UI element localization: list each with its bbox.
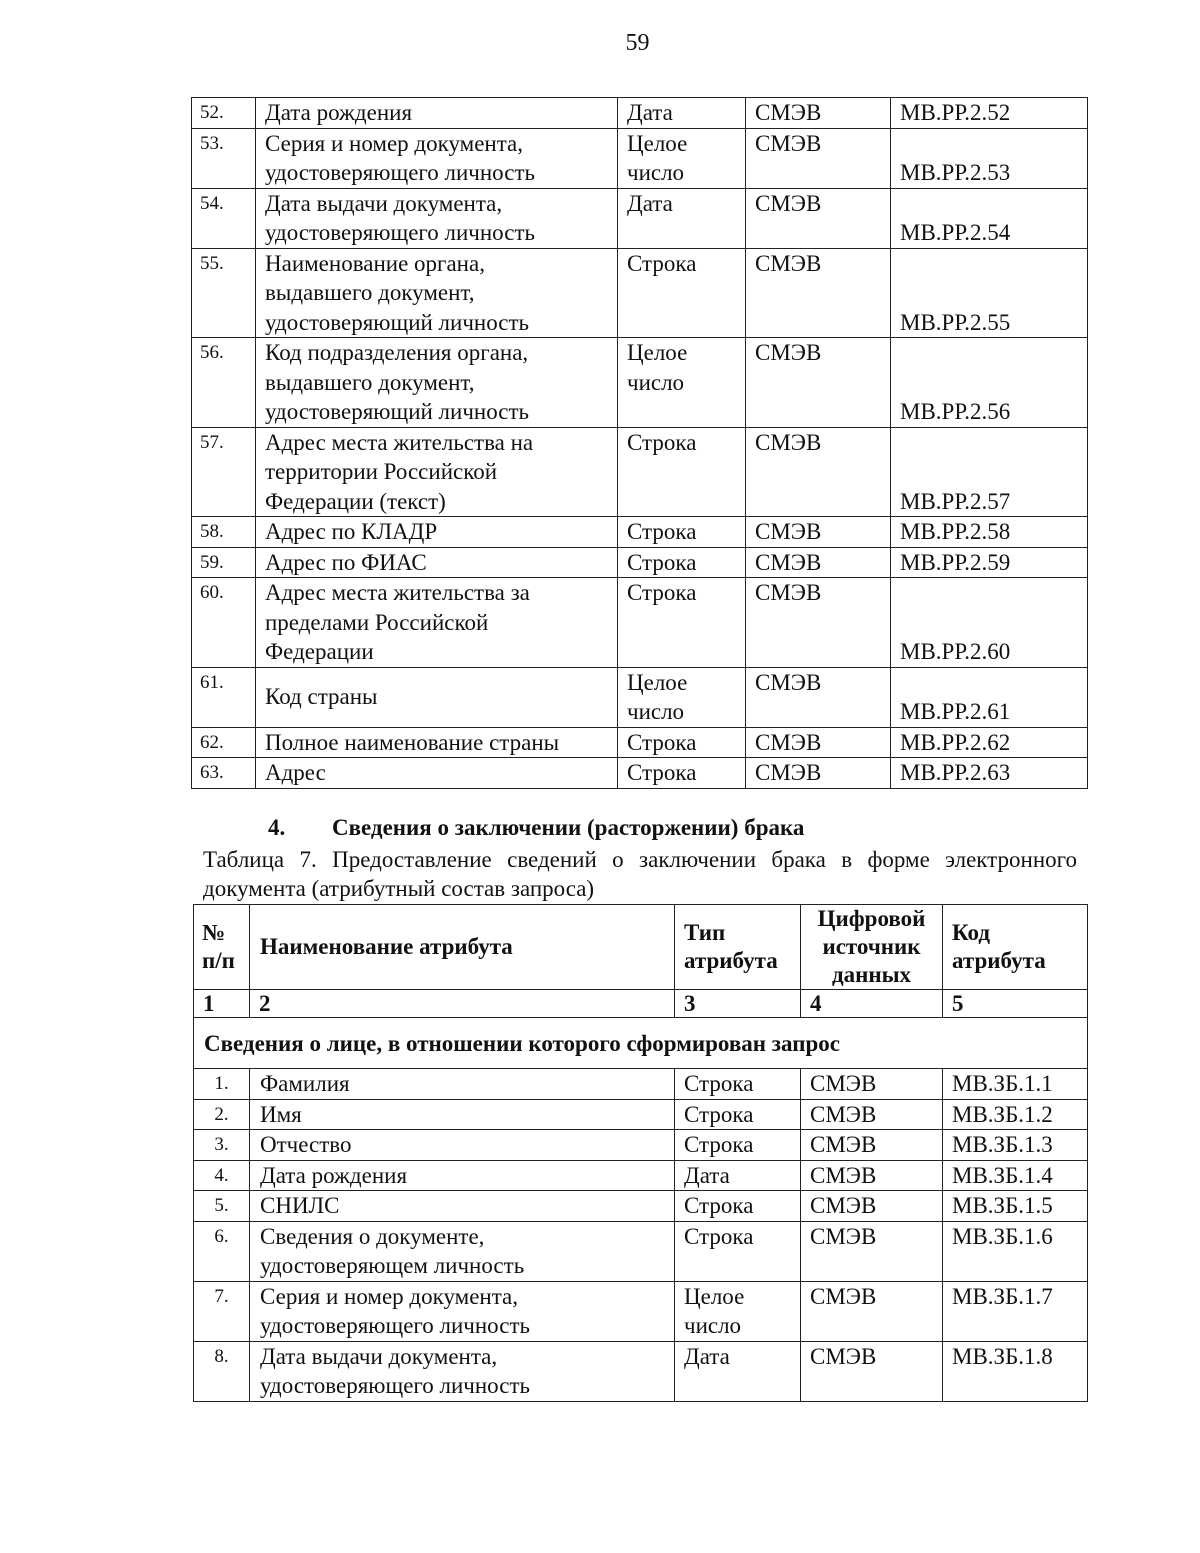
attribute-code: МВ.РР.2.55 xyxy=(891,248,1088,338)
cell-line: данных xyxy=(831,962,912,987)
cell-line: пределами Российской xyxy=(265,609,489,635)
data-source: СМЭВ xyxy=(801,1221,943,1281)
data-source: СМЭВ xyxy=(746,128,891,188)
attribute-type xyxy=(675,1130,801,1161)
cell-line: Код подразделения органа, xyxy=(265,340,529,365)
cell-line: число xyxy=(627,699,685,724)
cell-line: Фамилия xyxy=(260,1071,350,1096)
table-row xyxy=(194,1281,1088,1341)
attribute-name xyxy=(256,517,618,548)
cell-line: выдавшего документ, xyxy=(265,369,475,395)
cell-line: Строка xyxy=(684,1132,754,1157)
cell-line: удостоверяющий личность xyxy=(265,399,530,424)
table-row xyxy=(194,1191,1088,1222)
section-title: Сведения о заключении (расторжении) брака xyxy=(332,815,805,840)
cell-line: удостоверяющем личность xyxy=(260,1253,525,1278)
cell-line: атрибута xyxy=(684,948,778,973)
cell-line: СНИЛС xyxy=(260,1193,340,1218)
attribute-type xyxy=(618,338,746,428)
attribute-code: МВ.РР.2.56 xyxy=(891,338,1088,428)
table-row xyxy=(192,98,1088,129)
data-source: СМЭВ xyxy=(801,1160,943,1191)
attribute-type xyxy=(675,1191,801,1222)
row-number: 55. xyxy=(192,248,256,338)
cell-line: Строка xyxy=(627,760,697,785)
attribute-code: МВ.ЗБ.1.7 xyxy=(943,1281,1088,1341)
data-source: СМЭВ xyxy=(746,517,891,548)
data-source: СМЭВ xyxy=(746,727,891,758)
cell-line: Адрес места жительства за xyxy=(265,580,530,605)
data-source: СМЭВ xyxy=(801,1191,943,1222)
attribute-name xyxy=(256,128,618,188)
attribute-name xyxy=(250,1281,675,1341)
row-number: 52. xyxy=(192,98,256,129)
cell-line: удостоверяющего личность xyxy=(265,160,535,185)
row-number: 2. xyxy=(194,1099,250,1130)
cell-line: удостоверяющего личность xyxy=(260,1313,530,1338)
data-source: СМЭВ xyxy=(746,547,891,578)
table-row xyxy=(192,547,1088,578)
attribute-name xyxy=(256,667,618,727)
attribute-type xyxy=(675,1160,801,1191)
cell-line: Федерации (текст) xyxy=(265,488,446,514)
attribute-code: МВ.РР.2.63 xyxy=(891,758,1088,789)
row-number: 56. xyxy=(192,338,256,428)
cell-line: удостоверяющего личность xyxy=(265,220,535,245)
row-number: 1. xyxy=(194,1069,250,1100)
row-number: 63. xyxy=(192,758,256,789)
attribute-code: МВ.ЗБ.1.6 xyxy=(943,1221,1088,1281)
attribute-name xyxy=(250,1099,675,1130)
cell-line: Строка xyxy=(627,549,697,575)
table-row xyxy=(194,1341,1088,1401)
attribute-code: МВ.РР.2.53 xyxy=(891,128,1088,188)
attribute-name xyxy=(256,758,618,789)
cell-line: Отчество xyxy=(260,1132,352,1157)
cell-line: Строка xyxy=(684,1223,754,1249)
table-row xyxy=(192,758,1088,789)
attribute-type xyxy=(618,98,746,129)
column-numbers-row xyxy=(194,990,1088,1018)
header-source xyxy=(801,905,943,990)
cell-line: Сведения о документе, xyxy=(260,1223,485,1249)
row-number: 58. xyxy=(192,517,256,548)
row-number: 62. xyxy=(192,727,256,758)
table-row xyxy=(194,1221,1088,1281)
attribute-type xyxy=(618,578,746,668)
attribute-type xyxy=(618,727,746,758)
cell-line: Дата xyxy=(627,100,673,125)
cell-line: Федерации xyxy=(265,639,374,664)
attribute-type xyxy=(675,1221,801,1281)
cell-line: Дата xyxy=(627,190,673,216)
table-header-row xyxy=(194,905,1088,990)
cell-line: Тип xyxy=(684,920,726,945)
cell-line: Дата рождения xyxy=(260,1162,408,1188)
header-type xyxy=(675,905,801,990)
cell-line: удостоверяющий личность xyxy=(265,309,530,335)
row-number: 54. xyxy=(192,188,256,248)
cell-line: Дата рождения xyxy=(265,100,413,125)
attribute-name xyxy=(256,427,618,517)
cell-line: Строка xyxy=(627,429,697,455)
cell-line: Наименование атрибута xyxy=(260,934,513,959)
column-number: 4 xyxy=(801,990,943,1018)
attribute-code: МВ.ЗБ.1.4 xyxy=(943,1160,1088,1191)
cell-line: Строка xyxy=(684,1193,754,1218)
attribute-name xyxy=(256,578,618,668)
table-caption: Таблица 7. Предоставление сведений о заключении брака в форме электронного документа (атрибутный состав запроса) xyxy=(203,847,1077,901)
attribute-name xyxy=(250,1160,675,1191)
attribute-code: МВ.РР.2.61 xyxy=(891,667,1088,727)
cell-line: Адрес xyxy=(265,760,326,785)
attribute-name xyxy=(256,248,618,338)
row-number: 7. xyxy=(194,1281,250,1341)
data-source: СМЭВ xyxy=(746,98,891,129)
row-number: 61. xyxy=(192,667,256,727)
data-source: СМЭВ xyxy=(801,1341,943,1401)
table-row xyxy=(192,188,1088,248)
marriage-request-table xyxy=(193,904,1088,1402)
cell-line: Строка xyxy=(684,1101,754,1127)
header-code xyxy=(943,905,1088,990)
cell-line: Код страны xyxy=(265,684,378,710)
section-row-label: Сведения о лице, в отношении которого сформирован запрос xyxy=(194,1018,1088,1069)
cell-line: Строка xyxy=(627,580,697,605)
attribute-code: МВ.РР.2.57 xyxy=(891,427,1088,517)
cell-line: Цифровой xyxy=(817,906,926,931)
table-row xyxy=(194,1160,1088,1191)
header-name xyxy=(250,905,675,990)
cell-line: Целое xyxy=(627,130,688,156)
table-row xyxy=(194,1130,1088,1161)
table-row xyxy=(192,517,1088,548)
cell-line: Целое xyxy=(627,340,688,365)
attribute-type xyxy=(618,667,746,727)
attribute-code: МВ.РР.2.60 xyxy=(891,578,1088,668)
attribute-code: МВ.РР.2.58 xyxy=(891,517,1088,548)
section-row xyxy=(194,1018,1088,1069)
attribute-code: МВ.ЗБ.1.8 xyxy=(943,1341,1088,1401)
row-number: 8. xyxy=(194,1341,250,1401)
table-row xyxy=(192,248,1088,338)
attribute-name xyxy=(250,1221,675,1281)
attribute-name xyxy=(250,1191,675,1222)
cell-line: п/п xyxy=(202,948,235,973)
attribute-name xyxy=(256,98,618,129)
attribute-type xyxy=(618,248,746,338)
cell-line: Адрес места жительства на xyxy=(265,429,534,455)
table-row xyxy=(194,1099,1088,1130)
cell-line: Целое xyxy=(627,669,688,695)
cell-line: число xyxy=(627,369,685,395)
cell-line: число xyxy=(627,160,685,185)
attribute-code: МВ.РР.2.62 xyxy=(891,727,1088,758)
cell-line: Строка xyxy=(684,1071,754,1096)
attribute-code: МВ.РР.2.52 xyxy=(891,98,1088,129)
attribute-type xyxy=(675,1281,801,1341)
page-number: 59 xyxy=(625,30,650,56)
cell-line: территории Российской xyxy=(265,459,498,484)
column-number: 5 xyxy=(943,990,1088,1018)
data-source: СМЭВ xyxy=(801,1069,943,1100)
attribute-type xyxy=(618,547,746,578)
table-row xyxy=(192,338,1088,428)
attribute-code: МВ.РР.2.59 xyxy=(891,547,1088,578)
cell-line: Целое xyxy=(684,1283,745,1309)
section-number: 4. xyxy=(268,815,286,840)
cell-line: Дата xyxy=(684,1343,730,1369)
attribute-name xyxy=(250,1069,675,1100)
cell-line: Адрес по ФИАС xyxy=(265,549,427,575)
row-number: 5. xyxy=(194,1191,250,1222)
row-number: 53. xyxy=(192,128,256,188)
attribute-type xyxy=(675,1069,801,1100)
attribute-name xyxy=(250,1130,675,1161)
cell-line: удостоверяющего личность xyxy=(260,1373,530,1398)
cell-line: Код xyxy=(952,920,991,945)
row-number: 4. xyxy=(194,1160,250,1191)
table-row xyxy=(192,578,1088,668)
data-source: СМЭВ xyxy=(746,758,891,789)
attribute-type xyxy=(618,427,746,517)
section-heading xyxy=(268,815,804,841)
cell-line: Имя xyxy=(260,1101,302,1127)
row-number: 57. xyxy=(192,427,256,517)
table-row xyxy=(192,427,1088,517)
attribute-name xyxy=(256,188,618,248)
attribute-type xyxy=(618,188,746,248)
row-number: 3. xyxy=(194,1130,250,1161)
data-source: СМЭВ xyxy=(746,667,891,727)
cell-line: Полное наименование страны xyxy=(265,729,560,755)
data-source: СМЭВ xyxy=(746,248,891,338)
row-number: 6. xyxy=(194,1221,250,1281)
data-source: СМЭВ xyxy=(801,1099,943,1130)
data-source: СМЭВ xyxy=(801,1281,943,1341)
column-number: 2 xyxy=(250,990,675,1018)
attribute-type xyxy=(618,517,746,548)
cell-line: число xyxy=(684,1313,742,1338)
attribute-name xyxy=(256,727,618,758)
attribute-code: МВ.РР.2.54 xyxy=(891,188,1088,248)
column-number: 1 xyxy=(194,990,250,1018)
attribute-name xyxy=(256,338,618,428)
cell-line: Дата выдачи документа, xyxy=(260,1343,498,1369)
cell-line: Дата xyxy=(684,1162,730,1188)
table-row xyxy=(192,128,1088,188)
attribute-name xyxy=(256,547,618,578)
cell-line: Серия и номер документа, xyxy=(265,130,524,156)
row-number: 60. xyxy=(192,578,256,668)
data-source: СМЭВ xyxy=(801,1130,943,1161)
attribute-type xyxy=(675,1099,801,1130)
data-source: СМЭВ xyxy=(746,188,891,248)
cell-line: атрибута xyxy=(952,948,1046,973)
cell-line: Наименование органа, xyxy=(265,250,485,276)
table-row xyxy=(194,1069,1088,1100)
table-row xyxy=(192,727,1088,758)
attribute-code: МВ.ЗБ.1.2 xyxy=(943,1099,1088,1130)
data-source: СМЭВ xyxy=(746,427,891,517)
attribute-type xyxy=(618,758,746,789)
cell-line: № xyxy=(202,920,226,945)
attribute-code: МВ.ЗБ.1.5 xyxy=(943,1191,1088,1222)
row-number: 59. xyxy=(192,547,256,578)
attribute-name xyxy=(250,1341,675,1401)
data-source: СМЭВ xyxy=(746,338,891,428)
attribute-type xyxy=(618,128,746,188)
cell-line: Адрес по КЛАДР xyxy=(265,519,438,544)
cell-line: источник xyxy=(822,934,921,959)
cell-line: выдавшего документ, xyxy=(265,280,475,305)
data-source: СМЭВ xyxy=(746,578,891,668)
attributes-table-continued xyxy=(191,97,1088,789)
cell-line: Дата выдачи документа, xyxy=(265,190,503,216)
column-number: 3 xyxy=(675,990,801,1018)
header-num xyxy=(194,905,250,990)
attribute-code: МВ.ЗБ.1.1 xyxy=(943,1069,1088,1100)
attribute-code: МВ.ЗБ.1.3 xyxy=(943,1130,1088,1161)
cell-line: Строка xyxy=(627,729,697,755)
cell-line: Серия и номер документа, xyxy=(260,1283,519,1309)
cell-line: Строка xyxy=(627,250,697,276)
table-row xyxy=(192,667,1088,727)
attribute-type xyxy=(675,1341,801,1401)
cell-line: Строка xyxy=(627,519,697,544)
